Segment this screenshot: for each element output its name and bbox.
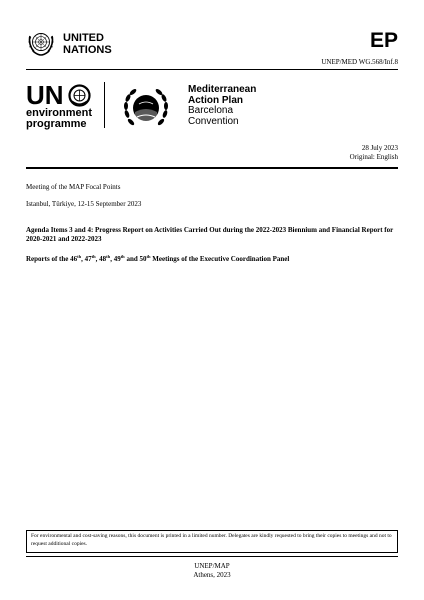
unep-logo-letters: UN [26,80,64,110]
ordinal-suffix: th [106,254,111,259]
map-wreath-icon [115,84,177,130]
unep-line2: programme [26,118,87,130]
document-symbol: UNEP/MED WG.568/Inf.8 [321,58,398,66]
un-org-name [63,32,112,56]
reports-sep: and 50 [124,255,147,263]
meeting-venue: Istanbul, Türkiye, 12-15 September 2023 [26,200,142,208]
map-line2: Action Plan [188,94,244,106]
meeting-name: Meeting of the MAP Focal Points [26,183,121,191]
unep-globe-icon [68,84,91,107]
reports-sep: , 49 [110,255,121,263]
map-line3: Barcelona [188,105,234,116]
un-org-line2: NATIONS [63,44,112,56]
ordinal-suffix: th [120,254,125,259]
header-rule [26,69,398,70]
agenda-title: Agenda Items 3 and 4: Progress Report on Activities Carried Out during the 2022-2023 Biennium and Financial Report for 2020-2021 and 2022-2023 [26,226,394,243]
reports-prefix: Reports of the 46 [26,255,78,263]
ordinal-suffix: th [146,254,151,259]
footer [0,562,424,580]
date-block [350,144,398,162]
footer-publisher: UNEP/MAP [194,562,230,570]
unep-line1: environment [26,107,93,119]
reports-suffix: Meetings of the Executive Coordination Panel [150,255,290,263]
ordinal-suffix: th [77,254,82,259]
map-line1: Mediterranean [188,84,257,95]
document-code: EP [369,29,398,52]
map-line4: Convention [188,115,239,127]
reports-sep: , 48 [95,255,107,263]
un-emblem-icon [26,28,56,58]
logo-divider [104,82,105,128]
map-logo-text [188,85,256,127]
ordinal-suffix: th [91,254,96,259]
unep-logo-subtitle [26,108,92,130]
original-language: Original: English [349,153,398,161]
section-rule [26,167,398,169]
reports-sep: , 47 [81,255,92,263]
document-date: 28 July 2023 [361,144,398,152]
footer-rule [26,556,398,557]
reports-title [26,252,398,264]
printing-note-text: For environmental and cost-saving reasons, this document is printed in a limited number. Delegates are kindly requested to bring their copies to meetings and not to request additional copies. [31,533,392,547]
un-org-line1: UNITED [63,32,104,44]
footer-place-year: Athens, 2023 [193,571,231,579]
